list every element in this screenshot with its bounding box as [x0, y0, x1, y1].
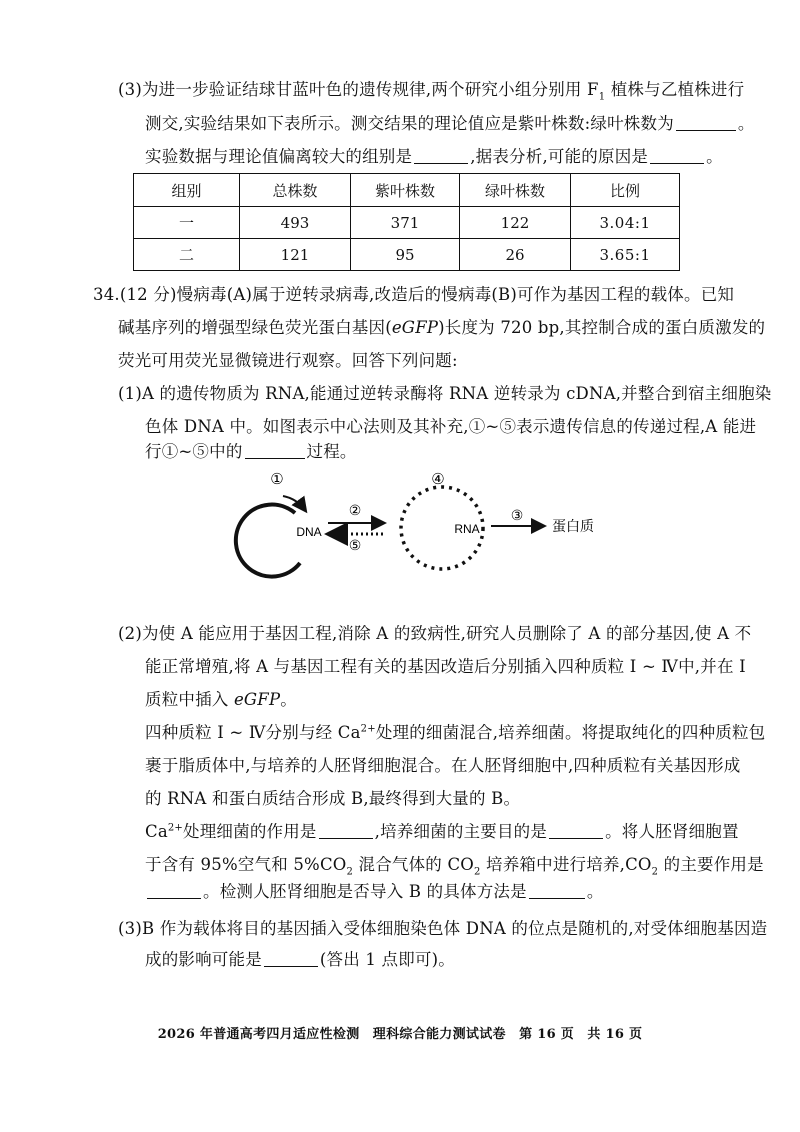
table-cell: 3.04:1 [571, 207, 680, 239]
table-cell: 121 [240, 239, 351, 271]
text: 于含有 95%空气和 5%CO [145, 855, 347, 874]
q34-2-line-4 [145, 721, 765, 745]
table-row [134, 207, 680, 239]
table-cell: 26 [460, 239, 571, 271]
table-header-row [134, 174, 680, 207]
rna-label: RNA [454, 522, 480, 536]
table-cell: 二 [134, 239, 240, 271]
text: 处理细菌的作用是 [183, 822, 317, 841]
answer-blank[interactable] [264, 948, 318, 967]
q34-1-line-3 [145, 440, 357, 464]
table-header: 比例 [571, 174, 680, 207]
text: 能正常增殖,将 A 与基因工程有关的基因改造后分别插入四种质粒 Ⅰ ~ Ⅳ中,并在 Ⅰ [145, 657, 746, 676]
text: (3)为进一步验证结球甘蓝叶色的遗传规律,两个研究小组分别用 F [118, 80, 599, 99]
text: 的主要作用是 [658, 855, 764, 874]
superscript: 2+ [360, 723, 376, 735]
answer-blank[interactable] [414, 145, 468, 164]
table-cell: 493 [240, 207, 351, 239]
answer-blank[interactable] [676, 112, 736, 131]
text: (1)A 的遗传物质为 RNA,能通过逆转录酶将 RNA 逆转录为 cDNA,并整合到宿主细胞染 [118, 384, 772, 403]
text: 质粒中插入 [145, 690, 234, 709]
answer-blank[interactable] [147, 880, 201, 899]
q34-2-line-5 [145, 754, 740, 778]
gene-name: eGFP [391, 318, 439, 337]
text: ,培养细菌的主要目的是 [374, 822, 548, 841]
table-cell: 95 [351, 239, 460, 271]
text: Ca [145, 822, 168, 841]
q34-2-line-3 [145, 688, 297, 712]
text: 。将人胚肾细胞置 [605, 822, 739, 841]
text: 的 RNA 和蛋白质结合形成 B,最终得到大量的 B。 [145, 789, 521, 808]
subscript: 1 [598, 91, 606, 103]
text: 34.(12 分)慢病毒(A)属于逆转录病毒,改造后的慢病毒(B)可作为基因工程的载体。已知 [93, 285, 735, 304]
q34-intro-1 [93, 283, 734, 307]
text: 色体 DNA 中。如图表示中心法则及其补充,①~⑤表示遗传信息的传递过程,A 能进 [145, 417, 757, 436]
table-cell: 122 [460, 207, 571, 239]
subscript: 2 [346, 866, 354, 878]
answer-blank[interactable] [529, 880, 585, 899]
central-dogma-diagram [225, 468, 605, 593]
text: 测交,实验结果如下表所示。测交结果的理论值应是紫叶株数:绿叶株数为 [145, 114, 674, 133]
text: )长度为 720 bp,其控制合成的蛋白质激发的 [438, 318, 766, 337]
text: 过程。 [306, 442, 357, 461]
label-3: ③ [510, 508, 524, 524]
text: 裹于脂质体中,与培养的人胚肾细胞混合。在人胚肾细胞中,四种质粒有关基因形成 [145, 756, 741, 775]
q34-1-line-2 [145, 415, 756, 439]
text: (2)为使 A 能应用于基因工程,消除 A 的致病性,研究人员删除了 A 的部分基因,使 A 不 [118, 624, 752, 643]
q33-3-line-2 [145, 112, 755, 136]
answer-blank[interactable] [319, 820, 373, 839]
table-cell: 3.65:1 [571, 239, 680, 271]
q34-2-line-7 [145, 820, 739, 844]
text: 。 [280, 690, 297, 709]
text: (答出 1 点即可)。 [319, 950, 455, 969]
q34-3-line-1 [118, 917, 767, 941]
page-footer: 2026 年普通高考四月适应性检测 理科综合能力测试试卷 第 16 页 共 16 页 [157, 1027, 643, 1042]
subscript: 2 [651, 866, 659, 878]
answer-blank[interactable] [549, 820, 603, 839]
testcross-table [133, 173, 680, 271]
text: 培养箱中进行培养,CO [480, 855, 652, 874]
text: 。检测人胚肾细胞是否导入 B 的具体方法是 [203, 882, 527, 901]
q34-intro-2 [118, 316, 765, 340]
text: 成的影响可能是 [145, 950, 262, 969]
label-1: ① [270, 470, 284, 488]
q34-3-line-2 [145, 948, 455, 972]
text: 荧光可用荧光显微镜进行观察。回答下列问题: [118, 351, 458, 370]
table-header: 组别 [134, 174, 240, 207]
text: 碱基序列的增强型绿色荧光蛋白基因( [118, 318, 392, 337]
table-header: 总株数 [240, 174, 351, 207]
text: 植株与乙植株进行 [605, 80, 745, 99]
q34-2-line-1 [118, 622, 751, 646]
gene-name: eGFP [233, 690, 281, 709]
label-5: ⑤ [348, 538, 362, 554]
text: 处理的细菌混合,培养细菌。将提取纯化的四种质粒包 [375, 723, 766, 742]
subscript: 2 [474, 866, 481, 878]
label-4: ④ [431, 470, 445, 488]
text: 混合气体的 CO [353, 855, 475, 874]
text: 四种质粒 Ⅰ ~ Ⅳ分别与经 Ca [145, 723, 361, 742]
table-header: 紫叶株数 [351, 174, 460, 207]
protein-label: 蛋白质 [552, 519, 594, 535]
text: 行①~⑤中的 [145, 442, 243, 461]
table-row [134, 239, 680, 271]
q34-intro-3 [118, 349, 458, 373]
text: 。 [706, 147, 723, 166]
text: ,据表分析,可能的原因是 [470, 147, 649, 166]
superscript: 2+ [167, 822, 184, 834]
text: 。 [737, 114, 755, 133]
answer-blank[interactable] [650, 145, 704, 164]
rna-replication-arrow [429, 490, 465, 498]
q34-2-line-6 [145, 787, 520, 811]
q34-2-line-2 [145, 655, 746, 679]
text: 。 [586, 882, 604, 901]
dna-label: DNA [296, 525, 322, 539]
table-header: 绿叶株数 [460, 174, 571, 207]
text: (3)B 作为载体将目的基因插入受体细胞染色体 DNA 的位点是随机的,对受体细胞基因造 [118, 919, 768, 938]
q34-2-line-8 [145, 853, 764, 877]
table-cell: 371 [351, 207, 460, 239]
q34-2-line-9 [145, 880, 604, 904]
replication-arc [236, 505, 300, 577]
label-2: ② [348, 503, 362, 519]
q34-1-line-1 [118, 382, 771, 406]
q33-3-line-1 [118, 78, 744, 102]
text: 实验数据与理论值偏离较大的组别是 [145, 147, 413, 166]
q33-3-line-3 [145, 145, 723, 169]
table-cell: 一 [134, 207, 240, 239]
answer-blank[interactable] [245, 440, 305, 459]
